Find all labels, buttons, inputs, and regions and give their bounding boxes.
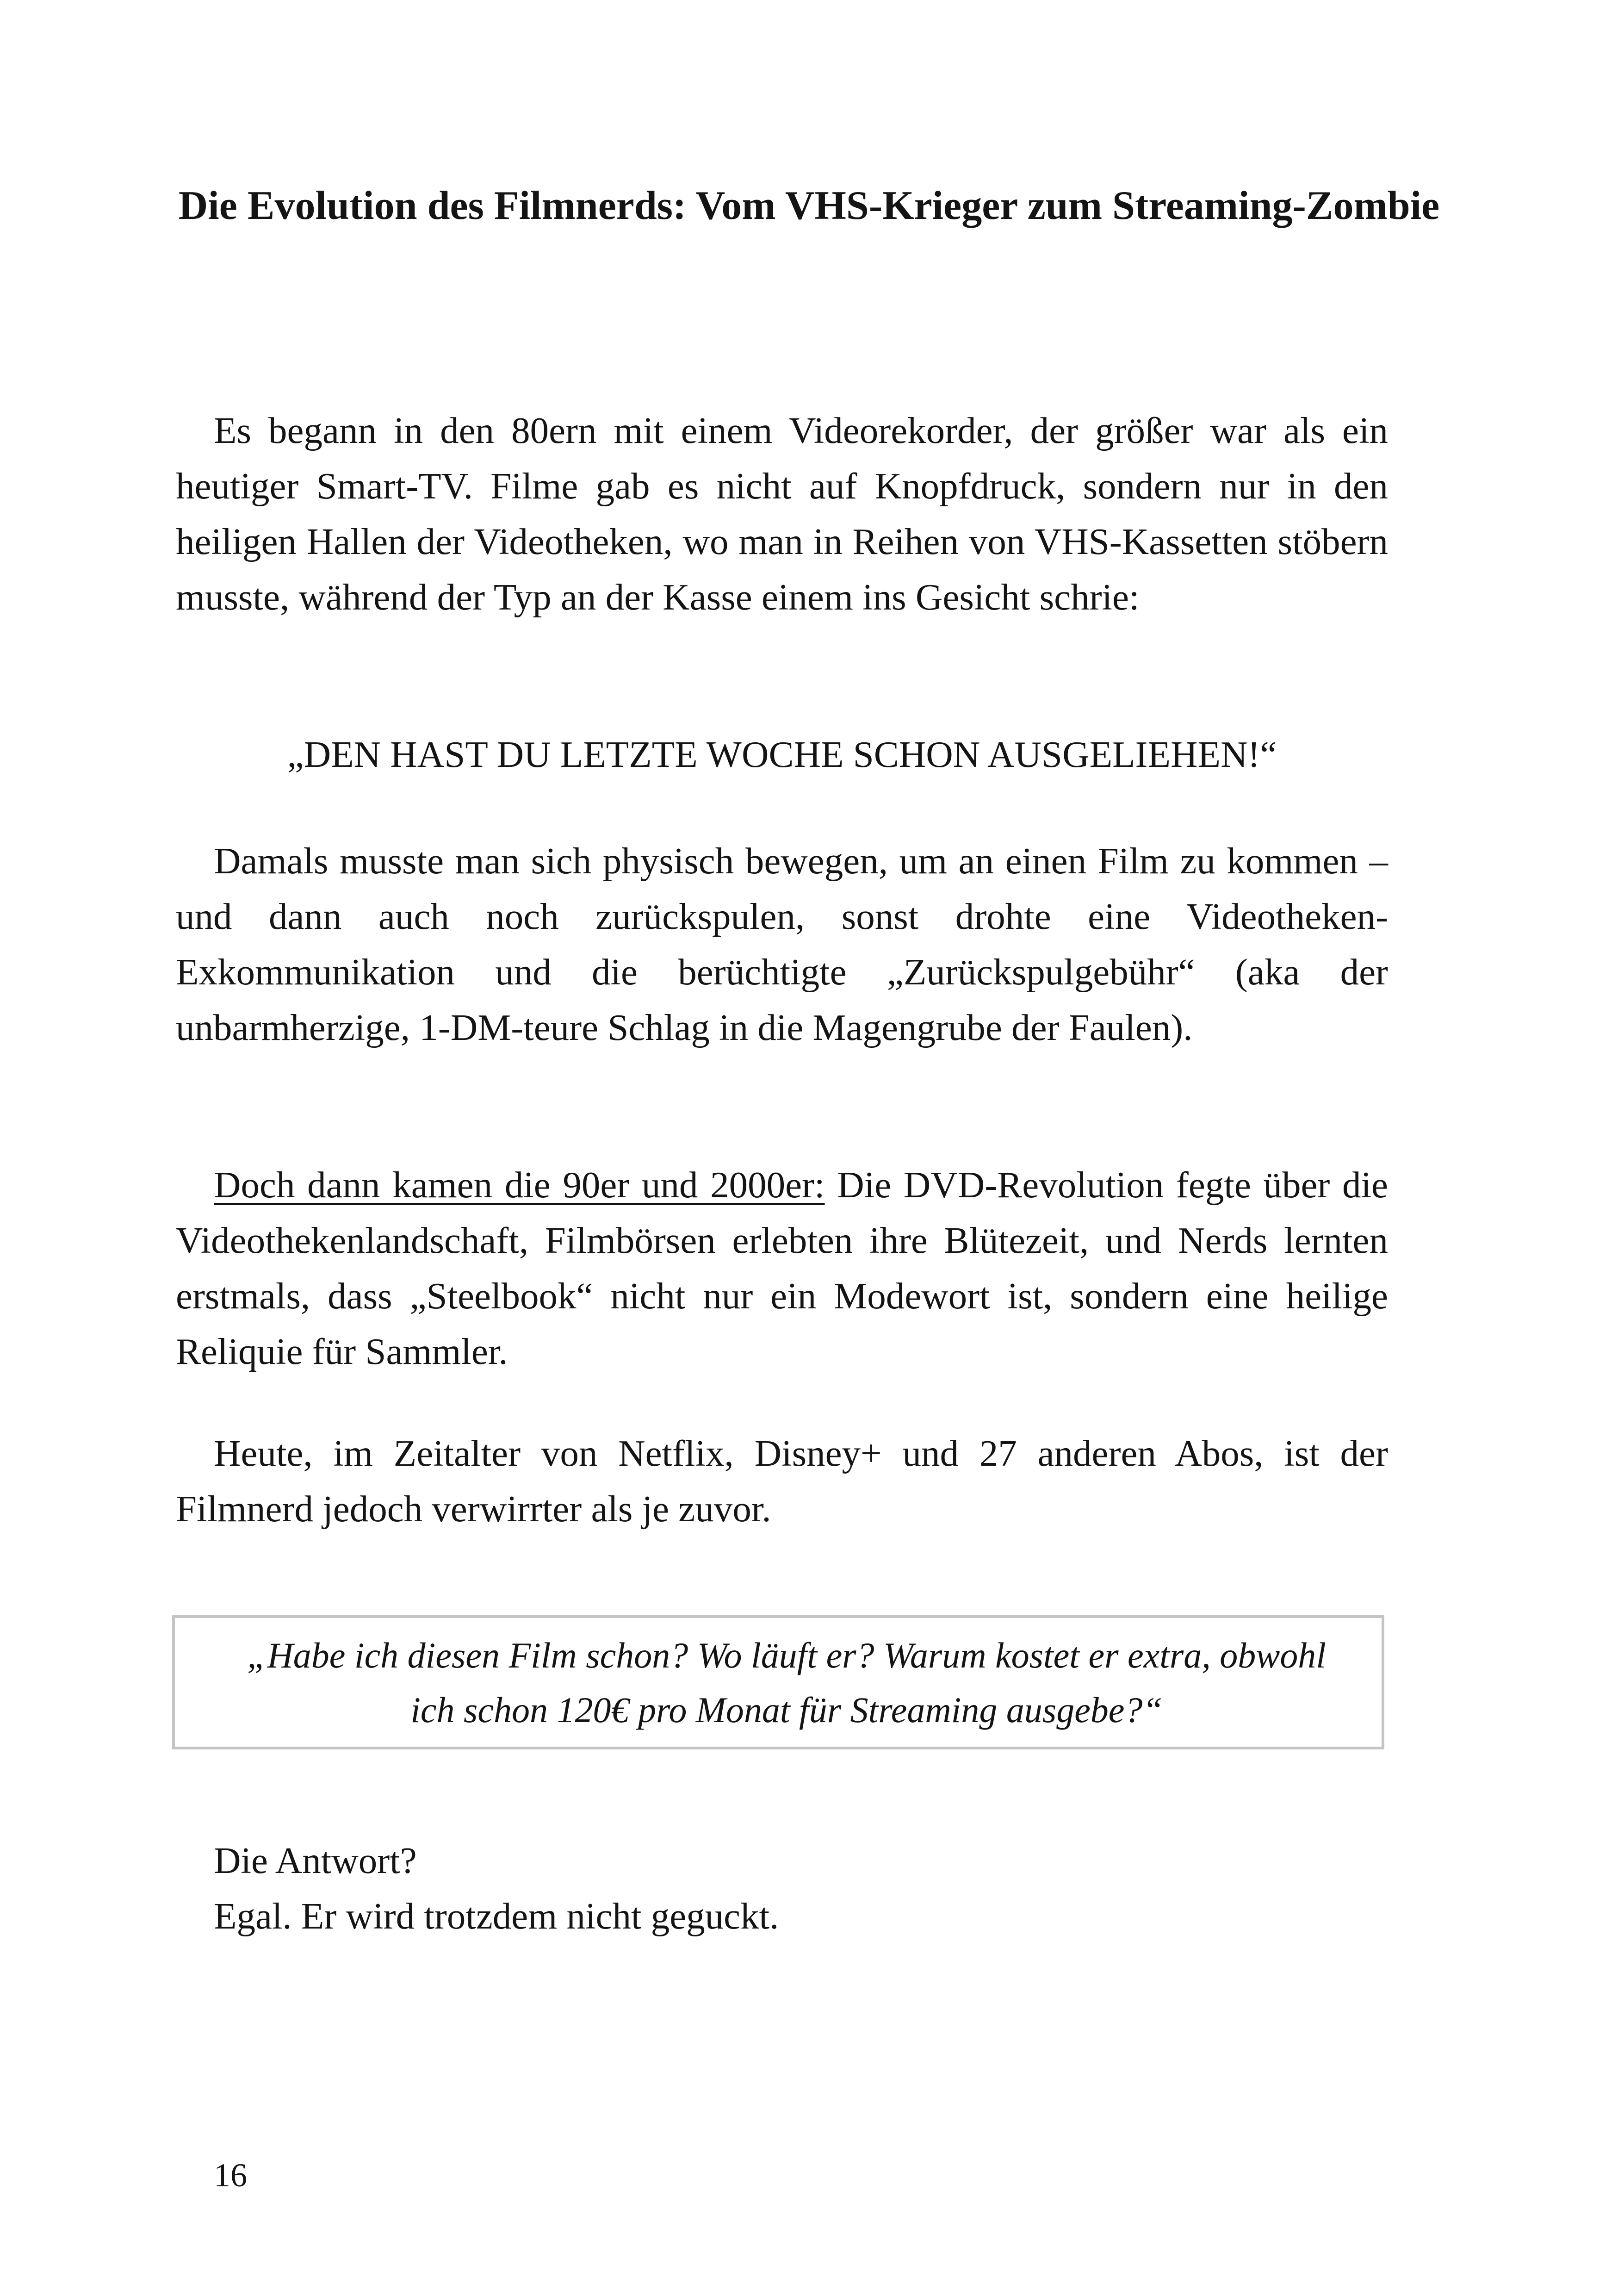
shouted-quote: „DEN HAST DU LETZTE WOCHE SCHON AUSGELIEHEN!“: [287, 734, 1277, 775]
paragraph-rewinding: Damals musste man sich physisch bewegen, um an einen Film zu kommen – und dann auch noch zurückspulen, sonst drohte eine Videotheken-Exkommunikation und die berüchtigte „Zurückspulgebühr“ (aka der unbarmherzige, 1-DM-teure Schlag in die Magengrube der Faulen).: [176, 840, 1388, 1048]
answer-block: [214, 1833, 779, 1944]
answer-reply: Egal. Er wird trotzdem nicht geguckt.: [214, 1895, 779, 1937]
page-number: 16: [214, 2157, 247, 2194]
paragraph-intro: Es begann in den 80ern mit einem Videorekorder, der größer war als ein heutiger Smart-TV. Filme gab es nicht auf Knopfdruck, sondern nur in den heiligen Hallen der Videotheken, wo man in Reihen von VHS-Kassetten stöbern musste, während der Typ an der Kasse einem ins Gesicht schrie:: [176, 410, 1388, 618]
paragraph-dvd-era: [176, 1157, 1388, 1379]
underlined-lead-in: Doch dann kamen die 90er und 2000er:: [214, 1164, 825, 1206]
quote-text: „Habe ich diesen Film schon? Wo läuft er? Warum kostet er extra, obwohl ich schon 120€ pro Monat für Streaming ausgebe?“: [247, 1635, 1326, 1730]
paragraph-dvd-era-text: Die DVD-Revolution fegte über die Videothekenlandschaft, Filmbörsen erlebten ihre Blütezeit, und Nerds lernten erstmals, dass „Steelbook“ nicht nur ein Modewort ist, sondern eine heilige Reliquie für Sammler.: [176, 1164, 1388, 1372]
paragraph-streaming: Heute, im Zeitalter von Netflix, Disney+ und 27 anderen Abos, ist der Filmnerd jedoch verwirrter als je zuvor.: [176, 1432, 1388, 1530]
chapter-title: Die Evolution des Filmnerds: Vom VHS-Krieger zum Streaming-Zombie: [178, 183, 1440, 228]
answer-question: Die Antwort?: [214, 1840, 417, 1881]
